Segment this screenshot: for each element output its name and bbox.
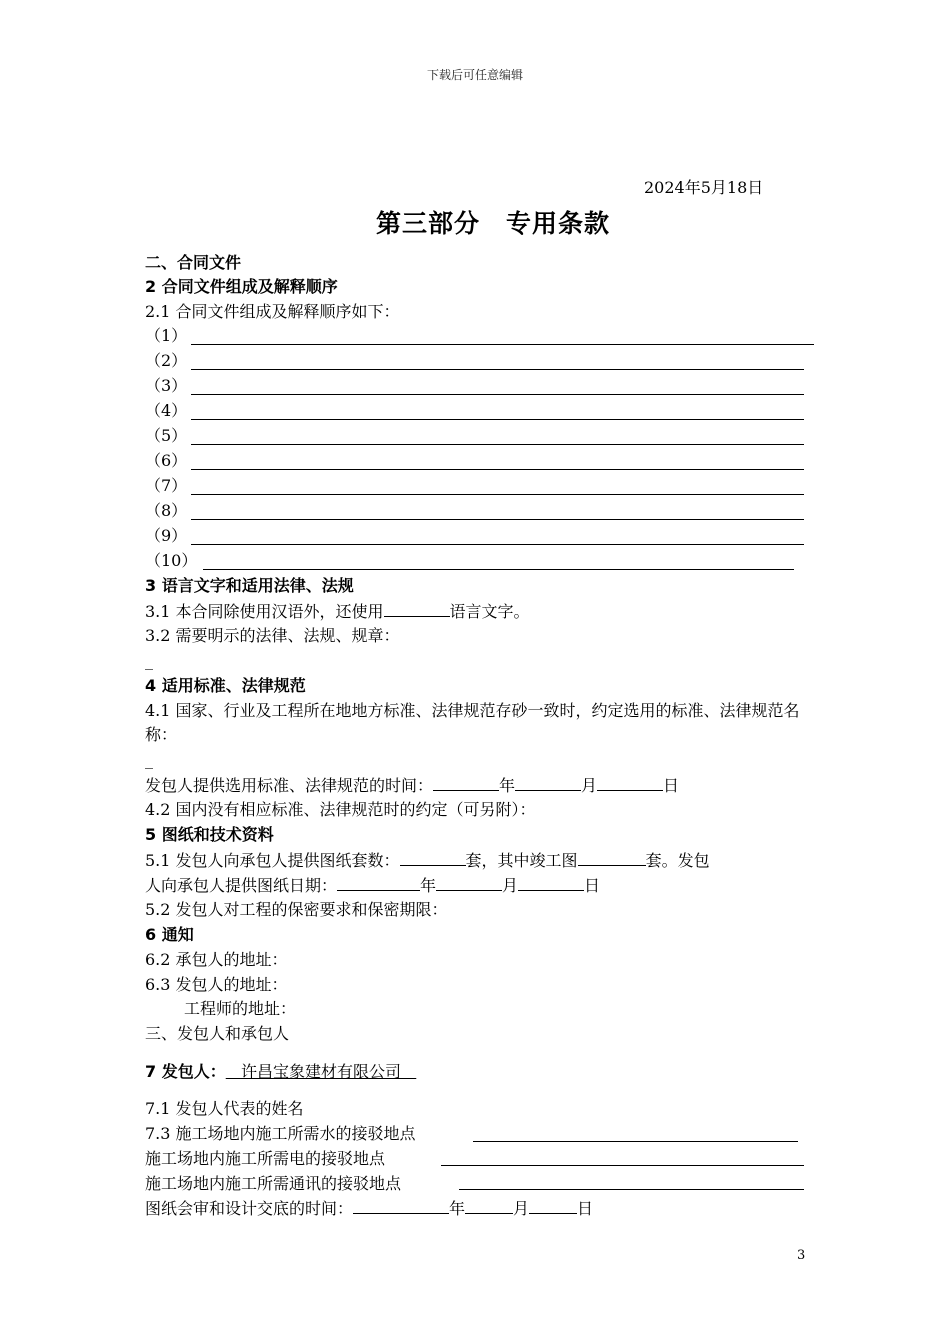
day-label: 日 <box>584 876 601 895</box>
year-blank[interactable] <box>433 773 499 791</box>
day-label: 日 <box>577 1199 594 1218</box>
list-item <box>145 424 187 448</box>
month-label: 月 <box>513 1199 530 1218</box>
item-number: （3） <box>145 376 188 395</box>
page-title: 第三部分 专用条款 <box>375 209 610 238</box>
item-number: （4） <box>145 401 188 420</box>
asbuilt-sets-blank[interactable] <box>578 848 646 866</box>
standards-time-label: 发包人提供选用标准、法律规范的时间： <box>145 776 434 795</box>
clause-3-2: 3.2 需要明示的法律、法规、规章： <box>145 626 400 645</box>
clause-4-2: 4.2 国内没有相应标准、法律规范时的约定（可另附）： <box>145 800 536 819</box>
year-label: 年 <box>420 876 437 895</box>
list-item <box>145 449 187 473</box>
item-blank-line[interactable] <box>191 369 804 370</box>
employer-company: 许昌宝象建材有限公司 <box>240 1062 401 1081</box>
document-date: 2024年5月18日 <box>644 178 764 197</box>
month-label: 月 <box>581 776 598 795</box>
year-label: 年 <box>449 1199 466 1218</box>
month-label: 月 <box>502 876 519 895</box>
item-blank-line[interactable] <box>191 494 804 495</box>
comm-point: 施工场地内施工所需通讯的接驳地点 <box>145 1174 402 1193</box>
list-item <box>145 349 187 373</box>
day-label: 日 <box>663 776 680 795</box>
item-number: （6） <box>145 451 188 470</box>
month-blank[interactable] <box>465 1196 513 1214</box>
list-item <box>145 474 187 498</box>
language-blank[interactable] <box>384 599 450 617</box>
clause-6-3: 6.3 发包人的地址： <box>145 975 288 994</box>
review-time-label: 图纸会审和设计交底的时间： <box>145 1199 354 1218</box>
clause-6-2: 6.2 承包人的地址： <box>145 950 288 969</box>
drawing-sets-blank[interactable] <box>400 848 466 866</box>
list-item <box>145 374 187 398</box>
clause-7-1: 7.1 发包人代表的姓名 <box>145 1099 304 1118</box>
clause-2-1: 2.1 合同文件组成及解释顺序如下： <box>145 302 400 321</box>
year-blank[interactable] <box>353 1196 449 1214</box>
clause-3-heading: 3 语言文字和适用法律、法规 <box>145 576 354 595</box>
item-number: （2） <box>145 351 188 370</box>
item-blank-line[interactable] <box>191 419 804 420</box>
item-blank-line[interactable] <box>191 344 814 345</box>
month-blank[interactable] <box>436 873 502 891</box>
clause-7-employer <box>145 1060 416 1084</box>
clause-5-2: 5.2 发包人对工程的保密要求和保密期限： <box>145 900 448 919</box>
employer-name <box>226 1062 417 1081</box>
item-number: （5） <box>145 426 188 445</box>
item-blank-line[interactable] <box>191 394 804 395</box>
clause-5-1-text-b: 套，其中竣工图 <box>465 851 578 870</box>
list-item <box>145 399 187 423</box>
water-point-blank[interactable] <box>473 1141 798 1142</box>
item-blank-line[interactable] <box>191 519 804 520</box>
clause-5-heading: 5 图纸和技术资料 <box>145 825 274 844</box>
month-blank[interactable] <box>515 773 581 791</box>
day-blank[interactable] <box>529 1196 577 1214</box>
item-blank-line[interactable] <box>191 544 804 545</box>
clause-5-1-text-d: 人向承包人提供图纸日期： <box>145 876 338 895</box>
comm-point-blank[interactable] <box>459 1189 804 1190</box>
list-item <box>145 499 187 523</box>
day-blank[interactable] <box>518 873 584 891</box>
clause-7-3-water: 7.3 施工场地内施工所需水的接驳地点 <box>145 1124 416 1143</box>
year-label: 年 <box>499 776 516 795</box>
list-item <box>145 549 197 573</box>
item-blank-line[interactable] <box>191 469 804 470</box>
clause-5-1-date <box>145 873 600 898</box>
list-item <box>145 324 187 348</box>
clause-2-heading: 2 合同文件组成及解释顺序 <box>145 277 338 296</box>
clause-3-1-text: 3.1 本合同除使用汉语外，还使用 <box>145 602 384 621</box>
page-number: 3 <box>797 1248 806 1263</box>
power-point: 施工场地内施工所需电的接驳地点 <box>145 1149 386 1168</box>
clause-4-1: 4.1 国家、行业及工程所在地地方标准、法律规范存砂一致时，约定选用的标准、法律规范名称： <box>145 701 800 744</box>
item-number: （9） <box>145 526 188 545</box>
engineer-address: 工程师的地址： <box>184 999 297 1018</box>
item-number: （8） <box>145 501 188 520</box>
standards-time <box>145 773 679 798</box>
item-number: （7） <box>145 476 188 495</box>
clause-6-heading: 6 通知 <box>145 925 194 944</box>
power-point-blank[interactable] <box>441 1165 804 1166</box>
clause-5-1-text: 5.1 发包人向承包人提供图纸套数： <box>145 851 400 870</box>
day-blank[interactable] <box>597 773 663 791</box>
header-watermark: 下载后可任意编辑 <box>426 68 523 82</box>
section-heading-contract-docs: 二、合同文件 <box>145 253 242 272</box>
year-blank[interactable] <box>337 873 420 891</box>
clause-5-1-text-c: 套。发包 <box>645 851 710 870</box>
clause-3-1 <box>145 599 530 624</box>
clause-3-1-suffix: 语言文字。 <box>449 602 530 621</box>
employer-label: 7 发包人： <box>145 1062 226 1081</box>
item-blank-line[interactable] <box>203 569 794 570</box>
review-time <box>145 1196 593 1221</box>
clause-4-heading: 4 适用标准、法律规范 <box>145 676 306 695</box>
clause-4-1-blank[interactable]: _ <box>145 750 153 769</box>
list-item <box>145 524 187 548</box>
section-heading-parties: 三、发包人和承包人 <box>145 1024 290 1043</box>
clause-5-1 <box>145 848 710 873</box>
item-number: （10） <box>145 551 198 570</box>
item-number: （1） <box>145 326 188 345</box>
clause-3-2-blank[interactable]: _ <box>145 651 153 670</box>
item-blank-line[interactable] <box>191 444 804 445</box>
